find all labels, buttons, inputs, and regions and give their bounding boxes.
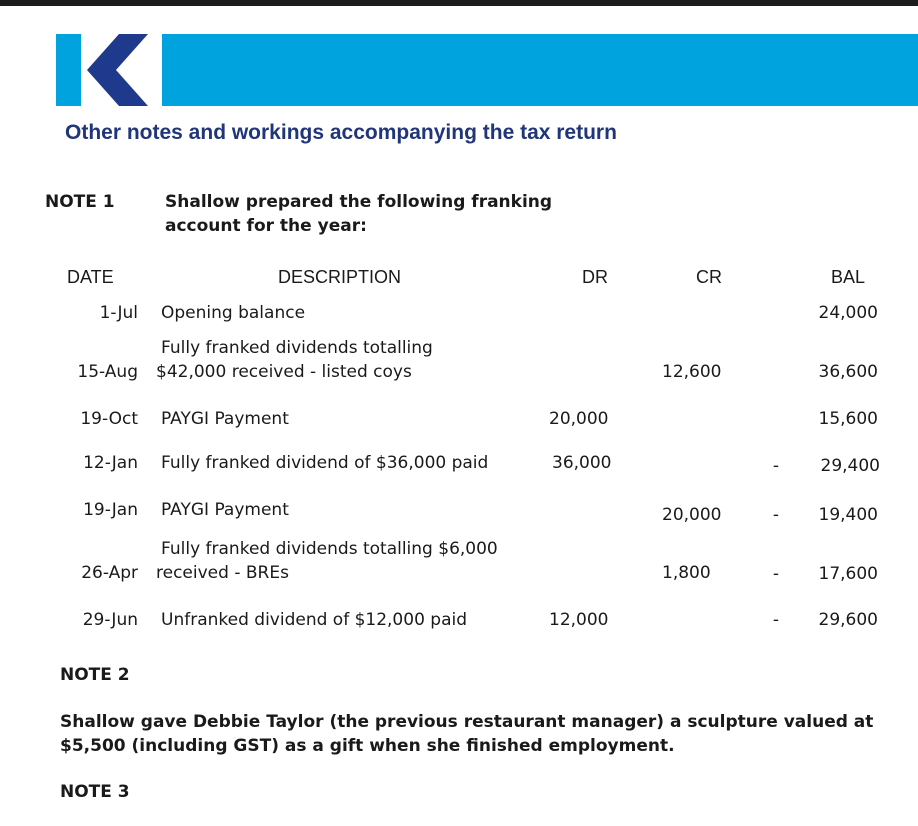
row-date: 19-Oct — [80, 409, 138, 429]
col-header-bal: BAL — [831, 267, 866, 287]
row-date: 15-Aug — [77, 362, 138, 382]
row-description: Fully franked dividends totalling — [161, 338, 433, 358]
page-title: Other notes and workings accompanying the tax return — [65, 121, 617, 144]
row-sign: - — [772, 564, 780, 584]
row-description: PAYGI Payment — [161, 500, 289, 520]
row-balance: 36,600 — [818, 362, 878, 382]
row-balance: 15,600 — [818, 409, 878, 429]
row-balance: 29,600 — [818, 610, 878, 630]
row-credit: 1,800 — [662, 563, 711, 583]
row-date: 19-Jan — [83, 500, 138, 520]
col-header-cr: CR — [696, 267, 722, 287]
row-balance: 24,000 — [818, 303, 878, 323]
row-balance: 17,600 — [818, 564, 878, 584]
note-3-label: NOTE 3 — [60, 782, 130, 802]
row-description: Unfranked dividend of $12,000 paid — [161, 610, 468, 630]
logo-bar — [56, 34, 81, 106]
row-credit: 12,600 — [662, 362, 722, 382]
row-debit: 12,000 — [549, 610, 609, 630]
row-date: 12-Jan — [83, 453, 138, 473]
row-sign: - — [772, 456, 780, 476]
row-description: Opening balance — [161, 303, 306, 323]
note-1-text: Shallow prepared the following franking account for the year: — [165, 192, 553, 236]
row-date: 26-Apr — [81, 563, 138, 583]
col-header-dr: DR — [582, 267, 608, 287]
row-debit: 20,000 — [549, 409, 609, 429]
top-border — [0, 0, 918, 6]
row-sign: - — [772, 505, 780, 525]
note-1-label: NOTE 1 — [45, 192, 115, 212]
row-date: 29-Jun — [82, 610, 138, 630]
logo-chevron — [87, 34, 148, 106]
row-date: 1-Jul — [99, 303, 138, 323]
col-header-description: DESCRIPTION — [278, 267, 402, 287]
header-banner — [162, 34, 918, 106]
row-sign: - — [772, 610, 780, 630]
row-balance: 19,400 — [818, 505, 878, 525]
row-description-cont: received - BREs — [156, 563, 289, 583]
row-description: Fully franked dividends totalling $6,000 — [161, 539, 498, 559]
row-credit: 20,000 — [662, 505, 722, 525]
row-balance: 29,400 — [820, 456, 880, 476]
k-logo — [56, 34, 148, 106]
note-2-text: Shallow gave Debbie Taylor (the previous restaurant manager) a sculpture valued at $5,500 (including GST) as a gift when she finished employment. — [60, 712, 874, 756]
row-description-cont: $42,000 received - listed coys — [156, 362, 412, 382]
note-2-label: NOTE 2 — [60, 665, 130, 685]
row-description: Fully franked dividend of $36,000 paid — [161, 453, 489, 473]
row-debit: 36,000 — [552, 453, 612, 473]
col-header-date: DATE — [67, 267, 114, 287]
row-description: PAYGI Payment — [161, 409, 289, 429]
